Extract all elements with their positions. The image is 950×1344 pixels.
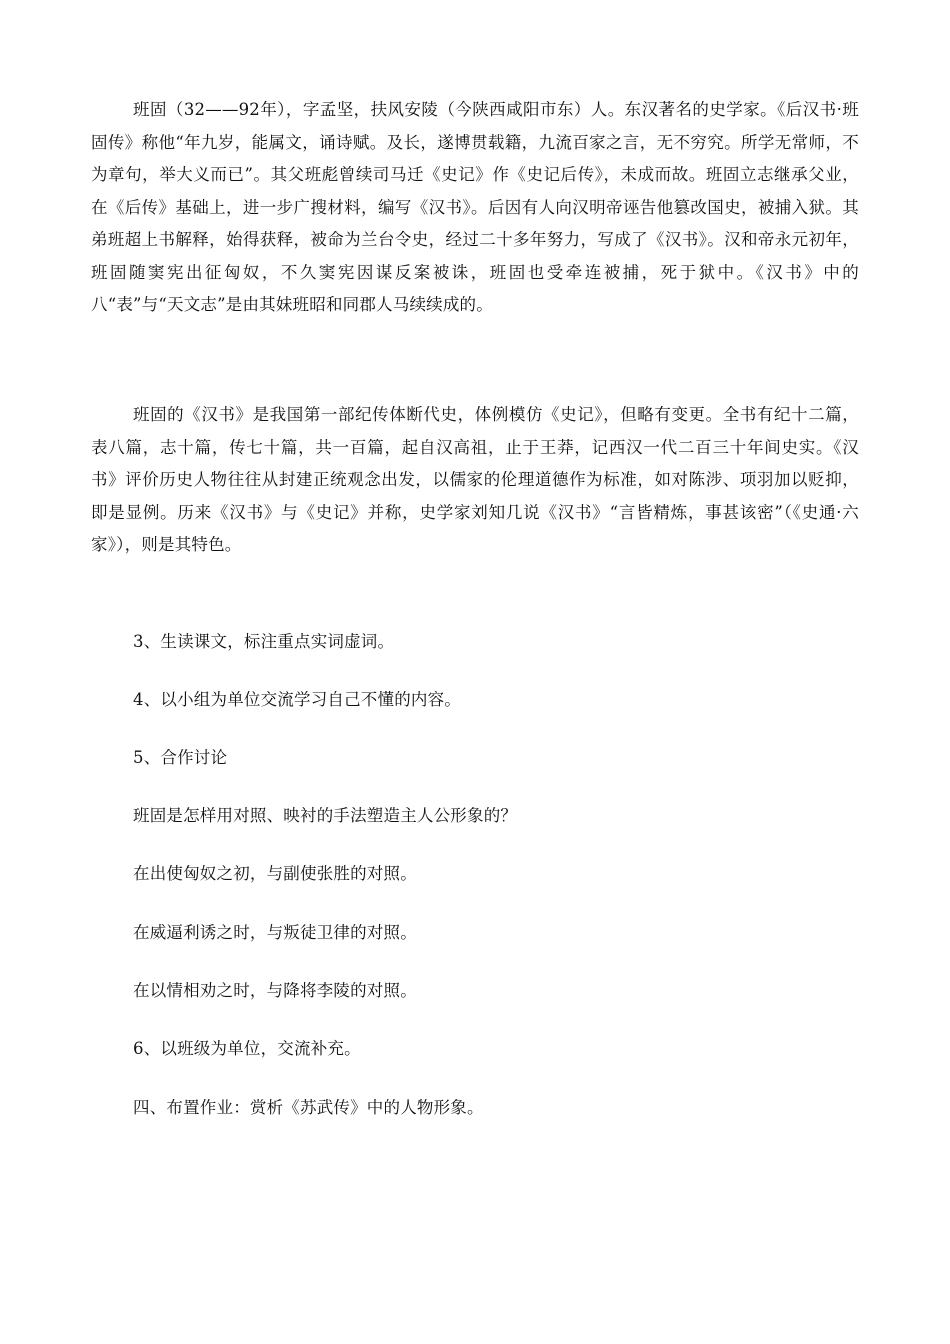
contrast-li-ling-line: 在以情相劝之时，与降将李陵的对照。 [133, 981, 417, 1000]
step-3-line: 3、生读课文，标注重点实词虚词。 [133, 632, 395, 651]
intro-paragraph-han-shu: 班固的《汉书》是我国第一部纪传体断代史，体例模仿《史记》，但略有变更。全书有纪十二篇，表八篇，志十篇，传七十篇，共一百篇，起自汉高祖，止于王莽，记西汉一代二百三十年间史实。《汉书》评价历史人物往往从封建正统观念出发，以儒家的伦理道德作为标准，如对陈涉、项羽加以贬抑，即是显例。历来《汉书》与《史记》并称，史学家刘知几说《汉书》“言皆精炼，事甚该密”（《史通·六家》），则是其特色。 [91, 405, 859, 554]
step-6-line: 6、以班级为单位，交流补充。 [133, 1039, 361, 1058]
intro-paragraph-ban-gu-biography: 班固（32——92年），字孟坚，扶风安陵（今陕西咸阳市东）人。东汉著名的史学家。《后汉书·班固传》称他“年九岁，能属文，诵诗赋。及长，遂博贯载籍，九流百家之言，无不穷究。所学无常师，不为章句，举大义而已”。其父班彪曾续司马迁《史记》作《史记后传》，未成而故。班固立志继承父业，在《后传》基础上，进一步广搜材料，编写《汉书》。后因有人向汉明帝诬告他篡改国史，被捕入狱。其弟班超上书解释，始得获释，被命为兰台令史，经过二十多年努力，写成了《汉书》。汉和帝永元初年，班固随窦宪出征匈奴，不久窦宪因谋反案被诛，班固也受牵连被捕，死于狱中。《汉书》中的八“表”与“天文志”是由其妹班昭和同郡人马续续成的。 [91, 100, 859, 314]
contrast-zhang-sheng-line: 在出使匈奴之初，与副使张胜的对照。 [133, 864, 417, 883]
contrast-wei-lv-line: 在威逼利诱之时，与叛徒卫律的对照。 [133, 923, 417, 942]
step-5-line: 5、合作讨论 [133, 748, 228, 767]
homework-line: 四、布置作业：赏析《苏武传》中的人物形象。 [133, 1098, 484, 1117]
step-4-line: 4、以小组为单位交流学习自己不懂的内容。 [133, 690, 461, 709]
discussion-question-line: 班固是怎样用对照、映衬的手法塑造主人公形象的？ [133, 806, 518, 825]
